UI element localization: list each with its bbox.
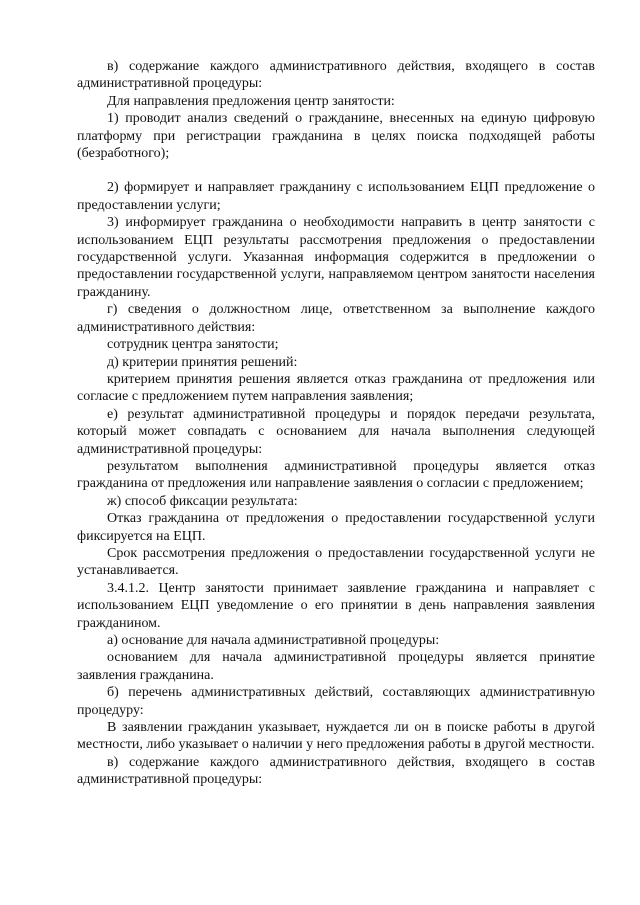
paragraph-11: результатом выполнения административной процедуры является отказ гражданина от предложения или направление заявления о согласии с предложением;: [77, 458, 595, 492]
paragraph-13: Отказ гражданина от предложения о предоставлении государственной услуги фиксируется на ЕЦП.: [77, 511, 595, 544]
paragraph-1: в) содержание каждого административного действия, входящего в состав административной процедуры:: [77, 59, 595, 92]
paragraph-10: е) результат административной процедуры и порядок передачи результата, который может совпадать с основанием для начала выполнения следующей административной процедуры:: [77, 406, 595, 457]
paragraph-17: основанием для начала административной процедуры является принятие заявления гражданина.: [77, 650, 595, 683]
paragraph-2: Для направления предложения центр занятости:: [107, 93, 395, 109]
paragraph-16: а) основание для начала административной процедуры:: [107, 633, 440, 648]
paragraph-14: Срок рассмотрения предложения о предоставлении государственной услуги не устанавливается.: [77, 545, 595, 579]
paragraph-8: д) критерии принятия решений:: [107, 354, 298, 370]
paragraph-20: в) содержание каждого административного действия, входящего в состав административной процедуры:: [77, 754, 595, 788]
paragraph-3: 1) проводит анализ сведений о гражданине, внесенных на единую цифровую платформу при регистрации гражданина в целях поиска подходящей работы (безработного);: [77, 111, 595, 162]
document-page: [77, 58, 595, 789]
paragraph-4: 2) формирует и направляет гражданину с использованием ЕЦП предложение о предоставлении услуги;: [77, 180, 595, 213]
paragraph-18: б) перечень административных действий, составляющих административную процедуру:: [77, 685, 595, 718]
paragraph-12: ж) способ фиксации результата:: [107, 493, 298, 509]
paragraph-19: В заявлении гражданин указывает, нуждается ли он в поиске работы в другой местности, либо указывает о наличии у него предложения работы в другой местности.: [77, 720, 595, 753]
paragraph-15: 3.4.1.2. Центр занятости принимает заявление гражданина и направляет с использованием ЕЦП уведомление о его принятии в день направления заявления гражданином.: [77, 580, 595, 631]
paragraph-7: сотрудник центра занятости;: [107, 337, 279, 353]
paragraph-5: 3) информирует гражданина о необходимости направить в центр занятости с использованием ЕЦП результаты рассмотрения предложения о предоставлении государственной услуги. Указанная информация содержится в предложении о предоставлении государственной услуги, направляемом центром занятости населения гражданину.: [77, 215, 595, 300]
paragraph-6: г) сведения о должностном лице, ответственном за выполнение каждого административного действия:: [77, 302, 595, 335]
paragraph-9: критерием принятия решения является отказ гражданина от предложения или согласие с предложением путем направления заявления;: [77, 371, 595, 405]
